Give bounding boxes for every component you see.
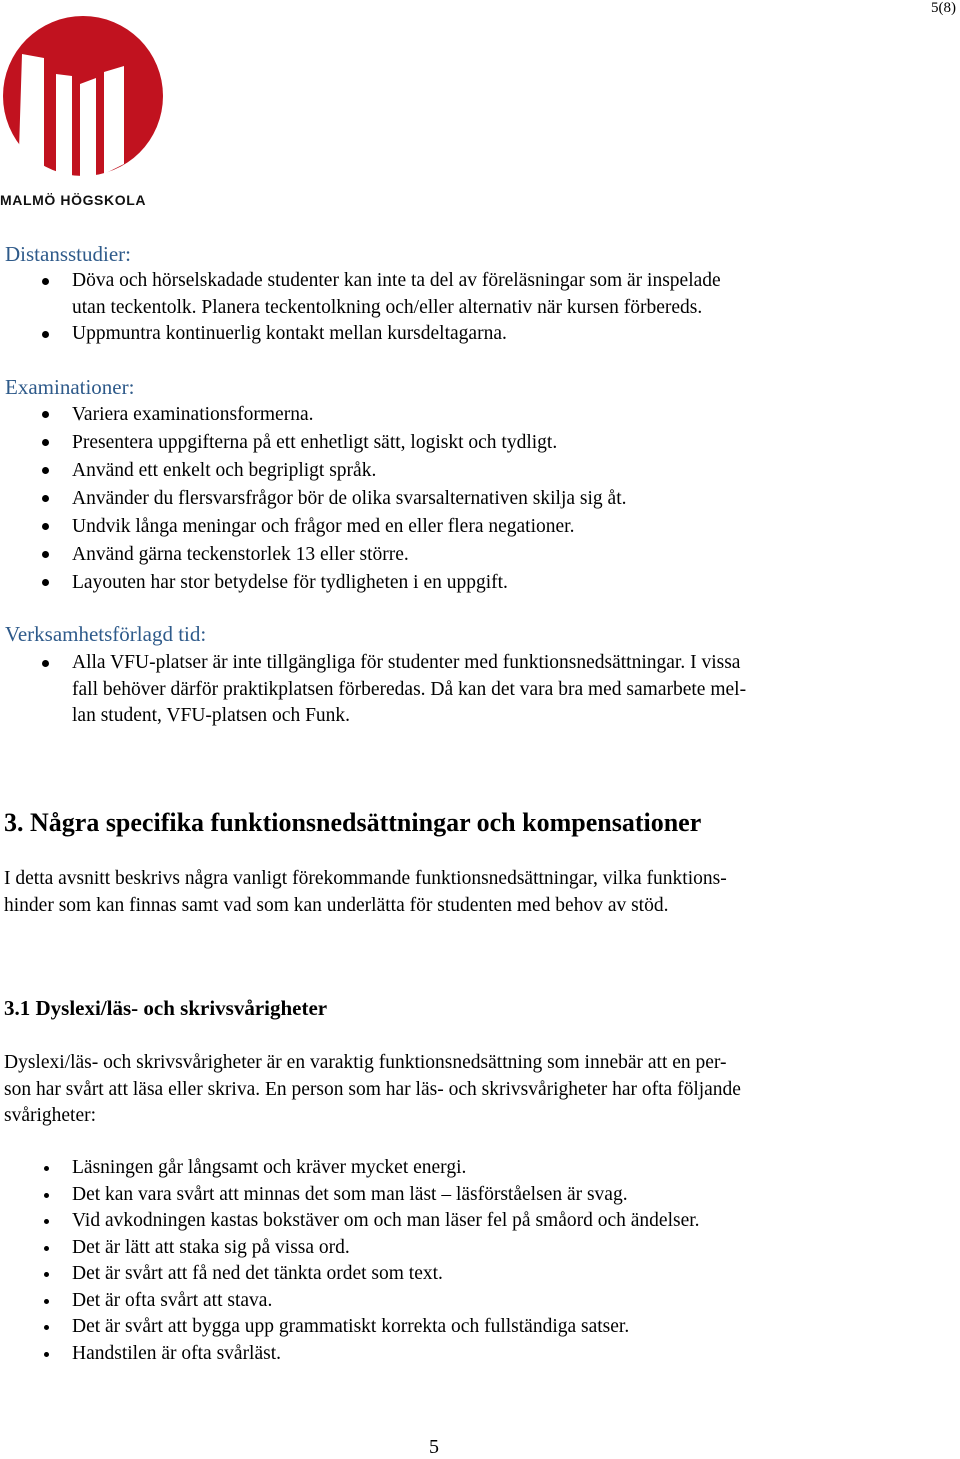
list-item: Handstilen är ofta svårläst. xyxy=(40,1341,900,1368)
heading-section-3: 3. Några specifika funktionsnedsättningar och kompensationer xyxy=(4,808,702,837)
distans-list xyxy=(40,268,900,348)
bullet-icon xyxy=(42,439,49,446)
list-item: Alla VFU-platser är inte tillgängliga för studenter med funktionsnedsättningar. I vissa fall behöver därför praktikplatsen förberedas. Då kan det vara bra med samarbete mel- lan student, VFU-platsen och Funk. xyxy=(40,650,900,730)
list-item: Det kan vara svårt att minnas det som man läst – läsförståelsen är svag. xyxy=(40,1182,900,1209)
list-item: Undvik långa meningar och frågor med en eller flera negationer. xyxy=(40,513,900,541)
section-3-paragraph: I detta avsnitt beskrivs några vanligt förekommande funktionsnedsättningar, vilka funktions- hinder som kan finnas samt vad som kan underlätta för studenten med behov av stöd. xyxy=(4,868,727,916)
list-item: Använd ett enkelt och begripligt språk. xyxy=(40,457,900,485)
malmo-hogskola-logo xyxy=(0,14,166,210)
bullet-icon xyxy=(42,660,49,667)
bullet-icon xyxy=(42,467,49,474)
logo-wordmark: MALMÖ HÖGSKOLA xyxy=(0,192,147,208)
list-item: Det är lätt att staka sig på vissa ord. xyxy=(40,1235,900,1262)
bullet-icon xyxy=(44,1272,49,1277)
bullet-icon xyxy=(44,1246,49,1251)
bullet-icon xyxy=(42,495,49,502)
bullet-icon xyxy=(42,278,49,285)
list-item: Använd gärna teckenstorlek 13 eller större. xyxy=(40,541,900,569)
list-item: Vid avkodningen kastas bokstäver om och man läser fel på småord och ändelser. xyxy=(40,1208,900,1235)
page-number-footer: 5 xyxy=(429,1436,439,1458)
bullet-icon xyxy=(42,523,49,530)
list-item: Läsningen går långsamt och kräver mycket energi. xyxy=(40,1155,900,1182)
bullet-icon xyxy=(44,1299,49,1304)
page-indicator: 5(8) xyxy=(931,0,956,16)
bullet-icon xyxy=(44,1219,49,1224)
list-item: Presentera uppgifterna på ett enhetligt sätt, logiskt och tydligt. xyxy=(40,429,900,457)
bullet-icon xyxy=(42,331,49,338)
list-item: Det är svårt att få ned det tänkta ordet som text. xyxy=(40,1261,900,1288)
bullet-icon xyxy=(42,411,49,418)
bullet-icon xyxy=(42,579,49,586)
list-item: Det är ofta svårt att stava. xyxy=(40,1288,900,1315)
heading-section-3-1: 3.1 Dyslexi/läs- och skrivsvårigheter xyxy=(4,996,328,1020)
list-item: Döva och hörselskadade studenter kan inte ta del av föreläsningar som är inspelade utan teckentolk. Planera teckentolkning och/eller alternativ när kursen förbereds. xyxy=(40,268,900,321)
list-item: Uppmuntra kontinuerlig kontakt mellan kursdeltagarna. xyxy=(40,321,900,348)
bullet-icon xyxy=(44,1325,49,1330)
heading-verksamhetsforlagd-tid: Verksamhetsförlagd tid: xyxy=(5,622,207,646)
bullet-icon xyxy=(44,1352,49,1357)
dyslexi-list xyxy=(40,1155,900,1367)
list-item: Använder du flersvarsfrågor bör de olika svarsalternativen skilja sig åt. xyxy=(40,485,900,513)
section-3-1-paragraph: Dyslexi/läs- och skrivsvårigheter är en varaktig funktionsnedsättning som innebär att en per- son har svårt att läsa eller skriva. En person som har läs- och skrivsvårigheter har ofta följande svårigheter: xyxy=(4,1052,741,1126)
vfu-list xyxy=(40,650,900,730)
logo-emblem-icon xyxy=(0,14,166,194)
bullet-icon xyxy=(44,1193,49,1198)
list-item: Variera examinationsformerna. xyxy=(40,401,900,429)
list-item: Layouten har stor betydelse för tydligheten i en uppgift. xyxy=(40,569,900,597)
heading-distansstudier: Distansstudier: xyxy=(5,242,131,266)
exam-list xyxy=(40,401,900,597)
bullet-icon xyxy=(42,551,49,558)
list-item: Det är svårt att bygga upp grammatiskt korrekta och fullständiga satser. xyxy=(40,1314,900,1341)
heading-examinationer: Examinationer: xyxy=(5,375,135,399)
bullet-icon xyxy=(44,1166,49,1171)
